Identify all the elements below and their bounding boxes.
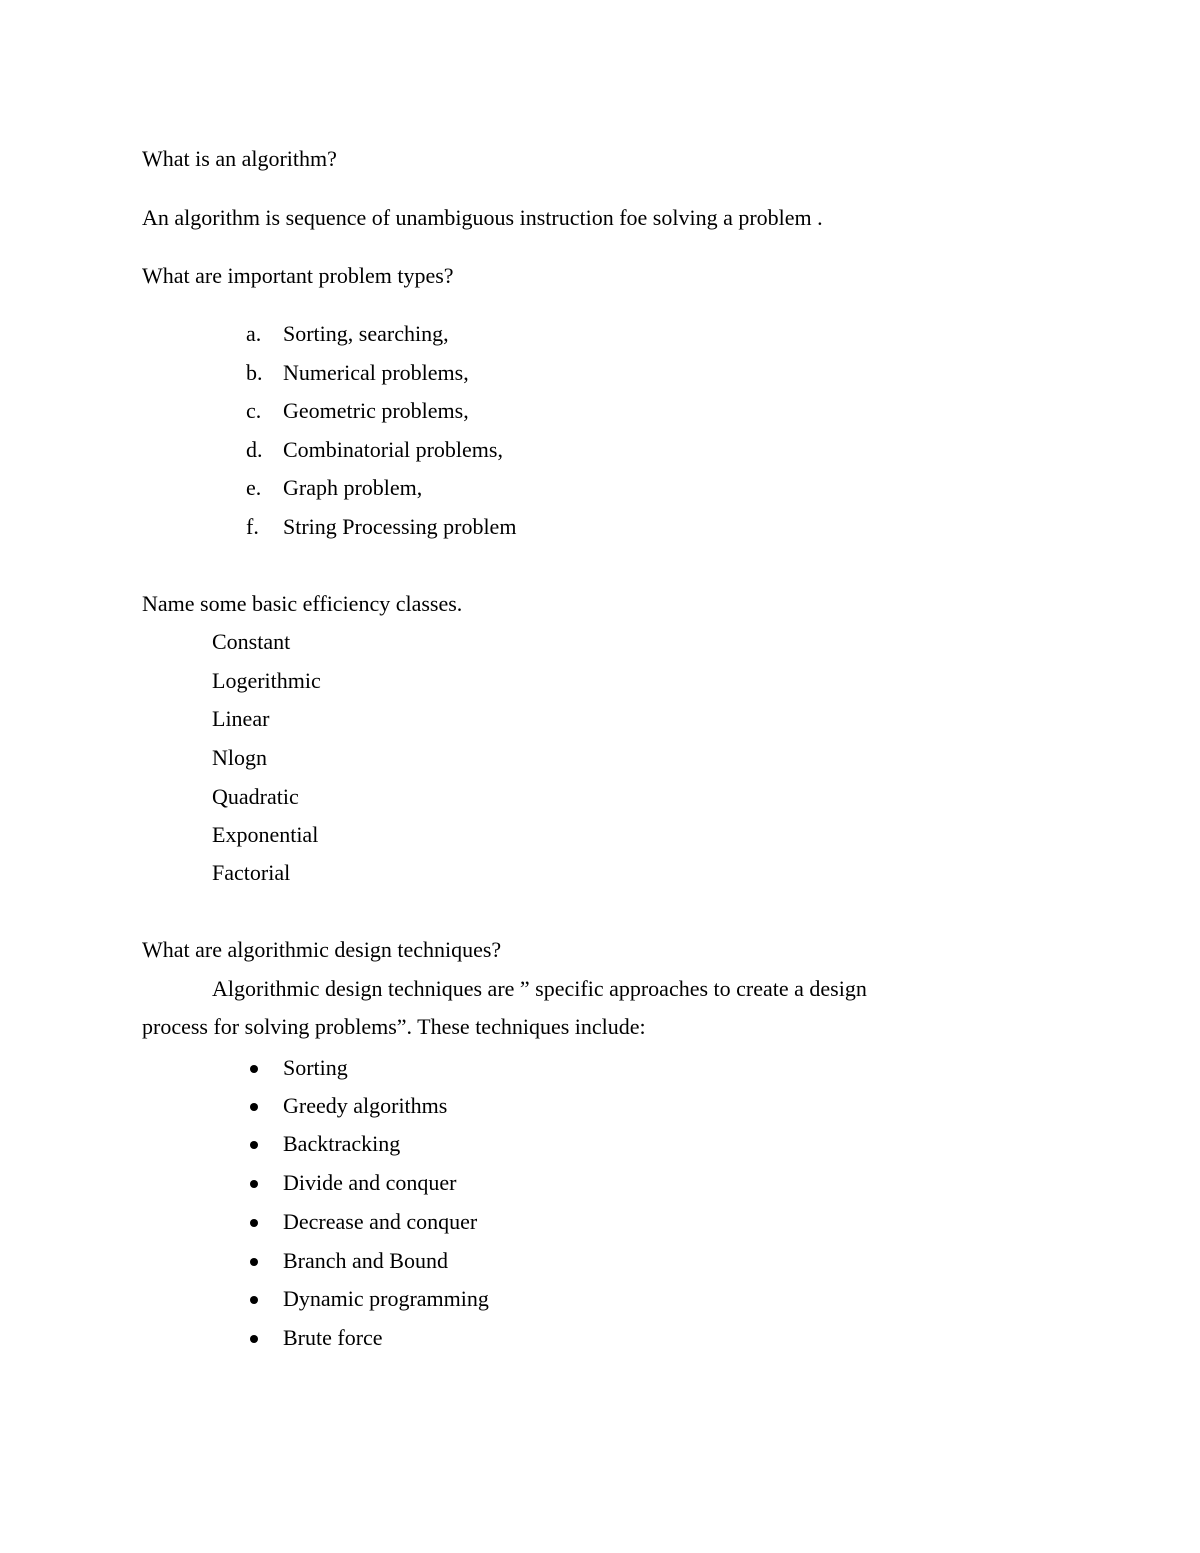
bullet-icon <box>250 1219 258 1227</box>
list-marker: f. <box>246 514 259 539</box>
bullet-icon <box>250 1180 258 1188</box>
bullet-icon <box>250 1141 258 1149</box>
list-item-text: Combinatorial problems, <box>283 437 503 462</box>
list-item-text: Divide and conquer <box>283 1170 457 1195</box>
bullet-icon <box>250 1103 258 1111</box>
list-item-text: Branch and Bound <box>283 1248 448 1273</box>
list-marker: e. <box>246 475 262 500</box>
question-problem-types: What are important problem types? <box>142 263 454 288</box>
bullet-icon <box>250 1335 258 1343</box>
list-item: Nlogn <box>212 745 267 770</box>
list-item-text: Sorting, searching, <box>283 321 449 346</box>
question-design-techniques: What are algorithmic design techniques? <box>142 937 502 962</box>
list-item: Constant <box>212 629 291 654</box>
list-item-text: Backtracking <box>283 1131 401 1156</box>
bullet-icon <box>250 1296 258 1304</box>
answer-design-techniques-line2: process for solving problems”. These techniques include: <box>142 1014 646 1039</box>
list-item-text: String Processing problem <box>283 514 517 539</box>
question-efficiency-classes: Name some basic efficiency classes. <box>142 591 463 616</box>
question-what-is-algorithm: What is an algorithm? <box>142 146 337 171</box>
list-item-text: Geometric problems, <box>283 398 469 423</box>
list-marker: a. <box>246 321 262 346</box>
list-item: Factorial <box>212 860 291 885</box>
list-item-text: Brute force <box>283 1325 383 1350</box>
list-item: Exponential <box>212 822 319 847</box>
list-item: Logerithmic <box>212 668 321 693</box>
list-marker: c. <box>246 398 262 423</box>
bullet-icon <box>250 1065 258 1073</box>
answer-algorithm-definition: An algorithm is sequence of unambiguous instruction foe solving a problem . <box>142 205 823 230</box>
list-marker: b. <box>246 360 263 385</box>
list-item-text: Greedy algorithms <box>283 1093 448 1118</box>
bullet-icon <box>250 1258 258 1266</box>
list-item-text: Numerical problems, <box>283 360 469 385</box>
list-item-text: Dynamic programming <box>283 1286 489 1311</box>
list-item: Quadratic <box>212 784 299 809</box>
list-item: Linear <box>212 706 270 731</box>
list-item-text: Decrease and conquer <box>283 1209 478 1234</box>
list-item-text: Graph problem, <box>283 475 423 500</box>
answer-design-techniques-line1: Algorithmic design techniques are ” specific approaches to create a design <box>212 976 867 1001</box>
list-item-text: Sorting <box>283 1055 348 1080</box>
list-marker: d. <box>246 437 263 462</box>
